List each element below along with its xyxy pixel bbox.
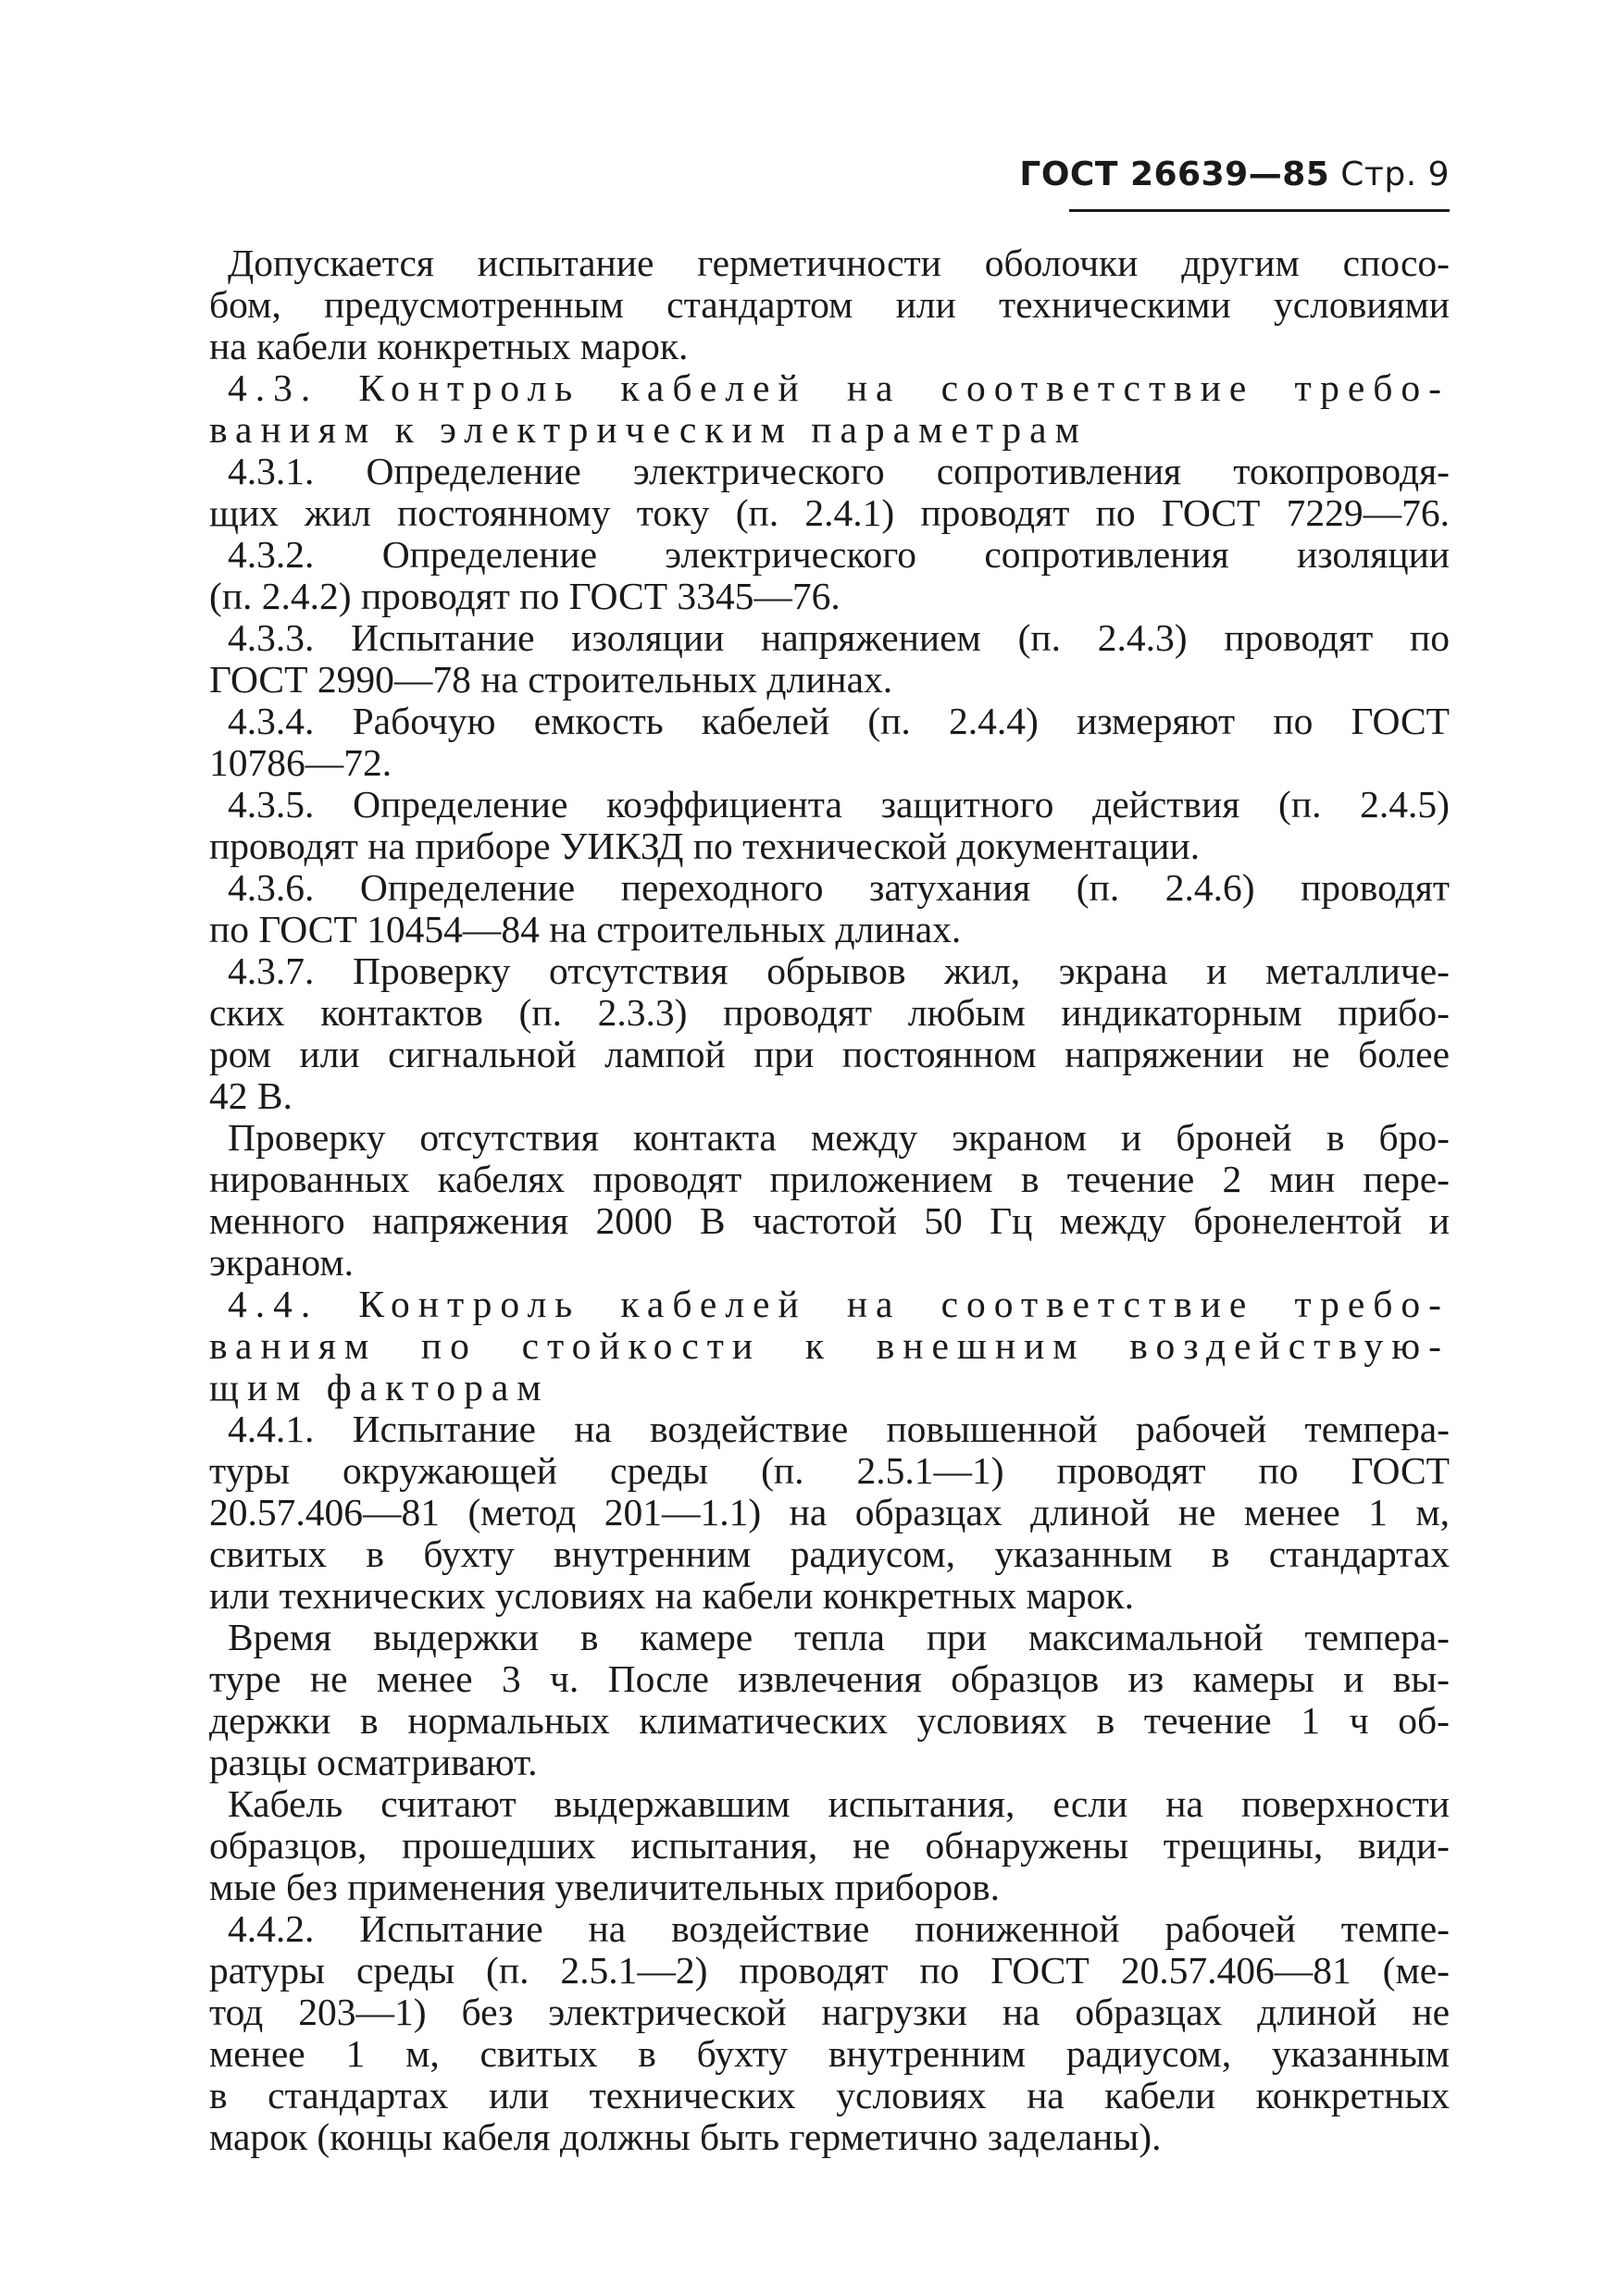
text-line: щих жил постоянному току (п. 2.4.1) проводят по ГОСТ 7229—76. [209, 491, 1450, 534]
text-line: 4.3.6. Определение переходного затухания (п. 2.4.6) проводят [228, 866, 1450, 909]
text-line: Время выдержки в камере тепла при максимальной темпера- [228, 1616, 1450, 1658]
text-line: 4.3.4. Рабочую емкость кабелей (п. 2.4.4) измеряют по ГОСТ [228, 700, 1450, 742]
text-line: ских контактов (п. 2.3.3) проводят любым индикаторным прибо- [209, 991, 1450, 1034]
document-body [209, 242, 1450, 2158]
text-line: 4.3.2. Определение электрического сопротивления изоляции [228, 533, 1450, 576]
text-line: 4.3. Контроль кабелей на соответствие требо- [228, 366, 1450, 409]
text-line: Допускается испытание герметичности оболочки другим спосо- [228, 242, 1450, 284]
text-line: разцы осматривают. [209, 1741, 538, 1783]
text-line: Проверку отсутствия контакта между экраном и броней в бро- [228, 1116, 1450, 1159]
text-line: по ГОСТ 10454—84 на строительных длинах. [209, 908, 962, 950]
text-line: 4.4. Контроль кабелей на соответствие требо- [228, 1283, 1450, 1325]
text-line: нированных кабелях проводят приложением в течение 2 мин пере- [209, 1158, 1450, 1200]
text-line: ратуры среды (п. 2.5.1—2) проводят по ГОСТ 20.57.406—81 (ме- [209, 1949, 1450, 1992]
text-line: туре не менее 3 ч. После извлечения образцов из камеры и вы- [209, 1657, 1450, 1700]
page-number: Стр. 9 [1340, 155, 1450, 193]
text-line: 42 В. [209, 1074, 293, 1117]
text-line: туры окружающей среды (п. 2.5.1—1) проводят по ГОСТ [209, 1449, 1450, 1492]
text-line: щим факторам [209, 1366, 550, 1409]
text-line: менного напряжения 2000 В частотой 50 Гц между бронелентой и [209, 1199, 1450, 1242]
text-line: бом, предусмотренным стандартом или техническими условиями [209, 283, 1450, 326]
standard-number: ГОСТ 26639—85 [1019, 155, 1330, 193]
text-line: проводят на приборе УИКЗД по технической документации. [209, 825, 1201, 867]
text-line: ром или сигнальной лампой при постоянном напряжении не более [209, 1033, 1450, 1075]
text-line: ГОСТ 2990—78 на строительных длинах. [209, 658, 893, 701]
text-line: ваниям к электрическим параметрам [209, 408, 1088, 451]
text-line: 10786—72. [209, 741, 392, 784]
text-line: держки в нормальных климатических условиях в течение 1 ч об- [209, 1699, 1450, 1742]
text-line: в стандартах или технических условиях на кабели конкретных [209, 2074, 1450, 2116]
text-line: ваниям по стойкости к внешним воздействую- [209, 1324, 1450, 1367]
text-line: экраном. [209, 1241, 354, 1284]
text-line: 20.57.406—81 (метод 201—1.1) на образцах длиной не менее 1 м, [209, 1491, 1450, 1533]
page-header [1019, 155, 1450, 193]
text-line: мые без применения увеличительных приборов. [209, 1866, 1000, 1908]
text-line: 4.4.1. Испытание на воздействие повышенной рабочей темпера- [228, 1408, 1450, 1450]
text-line: образцов, прошедших испытания, не обнаружены трещины, види- [209, 1824, 1450, 1867]
text-line: 4.3.3. Испытание изоляции напряжением (п. 2.4.3) проводят по [228, 616, 1450, 659]
text-line: тод 203—1) без электрической нагрузки на образцах длиной не [209, 1991, 1450, 2033]
text-line: на кабели конкретных марок. [209, 325, 689, 367]
text-line: Кабель считают выдержавшим испытания, если на поверхности [228, 1782, 1450, 1825]
text-line: 4.3.5. Определение коэффициента защитного действия (п. 2.4.5) [228, 783, 1450, 825]
text-line: или технических условиях на кабели конкретных марок. [209, 1574, 1134, 1617]
text-line: 4.3.7. Проверку отсутствия обрывов жил, экрана и металличе- [228, 949, 1450, 992]
text-line: свитых в бухту внутренним радиусом, указанным в стандартах [209, 1533, 1450, 1575]
text-line: менее 1 м, свитых в бухту внутренним радиусом, указанным [209, 2032, 1450, 2075]
text-line: марок (концы кабеля должны быть герметично заделаны). [209, 2116, 1162, 2158]
text-line: (п. 2.4.2) проводят по ГОСТ 3345—76. [209, 575, 841, 617]
text-line: 4.3.1. Определение электрического сопротивления токопроводя- [228, 450, 1450, 492]
header-rule [1069, 209, 1450, 212]
text-line: 4.4.2. Испытание на воздействие пониженной рабочей темпе- [228, 1907, 1450, 1950]
